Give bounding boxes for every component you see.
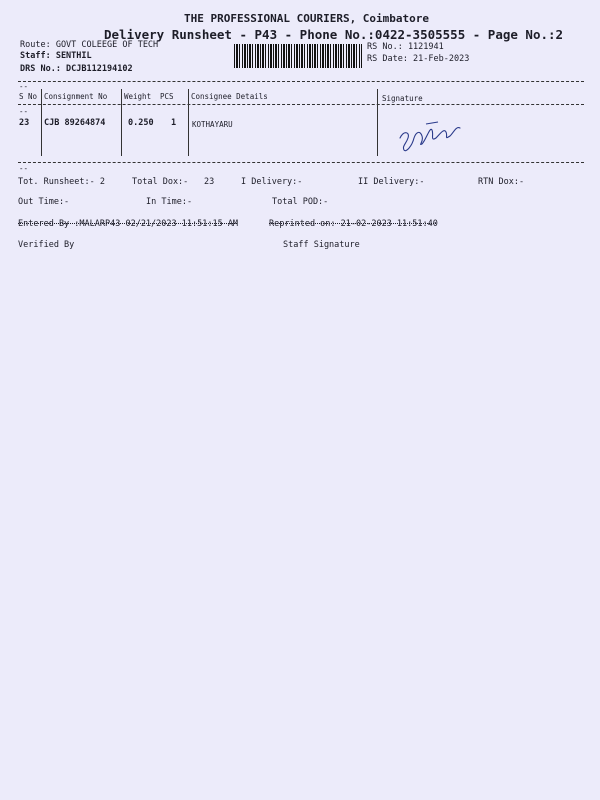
total-dox-value: 23 [204, 177, 215, 187]
total-pod: Total POD:- [272, 197, 329, 207]
verified-by: Verified By [18, 240, 75, 250]
drs-number: DRS No.: DCJB112194102 [20, 64, 133, 74]
header-sno: S No [19, 92, 38, 101]
header-weight: Weight [124, 92, 152, 101]
in-time: In Time:- [146, 197, 193, 207]
header-pcs: PCS [160, 92, 174, 101]
rs-number: RS No.: 1121941 [367, 42, 444, 52]
row-weight: 0.250 [128, 118, 154, 128]
runsheet-title: Delivery Runsheet - P43 - Phone No.:0422-3505555 - Page No.:2 [104, 27, 564, 42]
staff-label: Staff: SENTHIL [20, 51, 92, 61]
tot-runsheet: Tot. Runsheet:- 2 [18, 177, 105, 187]
column-separator [41, 89, 42, 156]
out-time: Out Time:- [18, 197, 70, 207]
signature-scribble [396, 116, 466, 156]
column-separator [121, 89, 122, 156]
total-dox-label: Total Dox:- [132, 177, 189, 187]
entered-by: Entered By :MALARP43 02/21/2023 11:51:15 AM [18, 219, 239, 229]
i-delivery: I Delivery:- [241, 177, 303, 187]
rtn-dox: RTN Dox:- [478, 177, 525, 187]
divider-top [18, 81, 584, 82]
barcode [234, 44, 362, 68]
header-consignee: Consignee Details [191, 92, 268, 101]
rs-date: RS Date: 21-Feb-2023 [367, 54, 470, 64]
divider-bottom [18, 162, 584, 163]
divider-header [18, 104, 584, 105]
header-consignment: Consignment No [44, 92, 108, 101]
reprinted-on: Reprinted on: 21-02-2023 11:51:40 [269, 219, 438, 229]
company-name: THE PROFESSIONAL COURIERS, Coimbatore [184, 12, 430, 25]
header-signature: Signature [382, 94, 423, 103]
dash-marker: -- [19, 82, 29, 91]
dash-marker: -- [19, 164, 29, 173]
staff-signature: Staff Signature [283, 240, 360, 250]
route-label: Route: GOVT COLEEGE OF TECH [20, 40, 159, 50]
column-separator [188, 89, 189, 156]
dash-marker: -- [19, 107, 29, 116]
row-pcs: 1 [171, 118, 177, 128]
row-consignment: CJB 89264874 [44, 118, 106, 128]
column-separator [377, 89, 378, 156]
ii-delivery: II Delivery:- [358, 177, 425, 187]
row-sno: 23 [19, 118, 30, 128]
row-consignee: KOTHAYARU [192, 120, 233, 129]
